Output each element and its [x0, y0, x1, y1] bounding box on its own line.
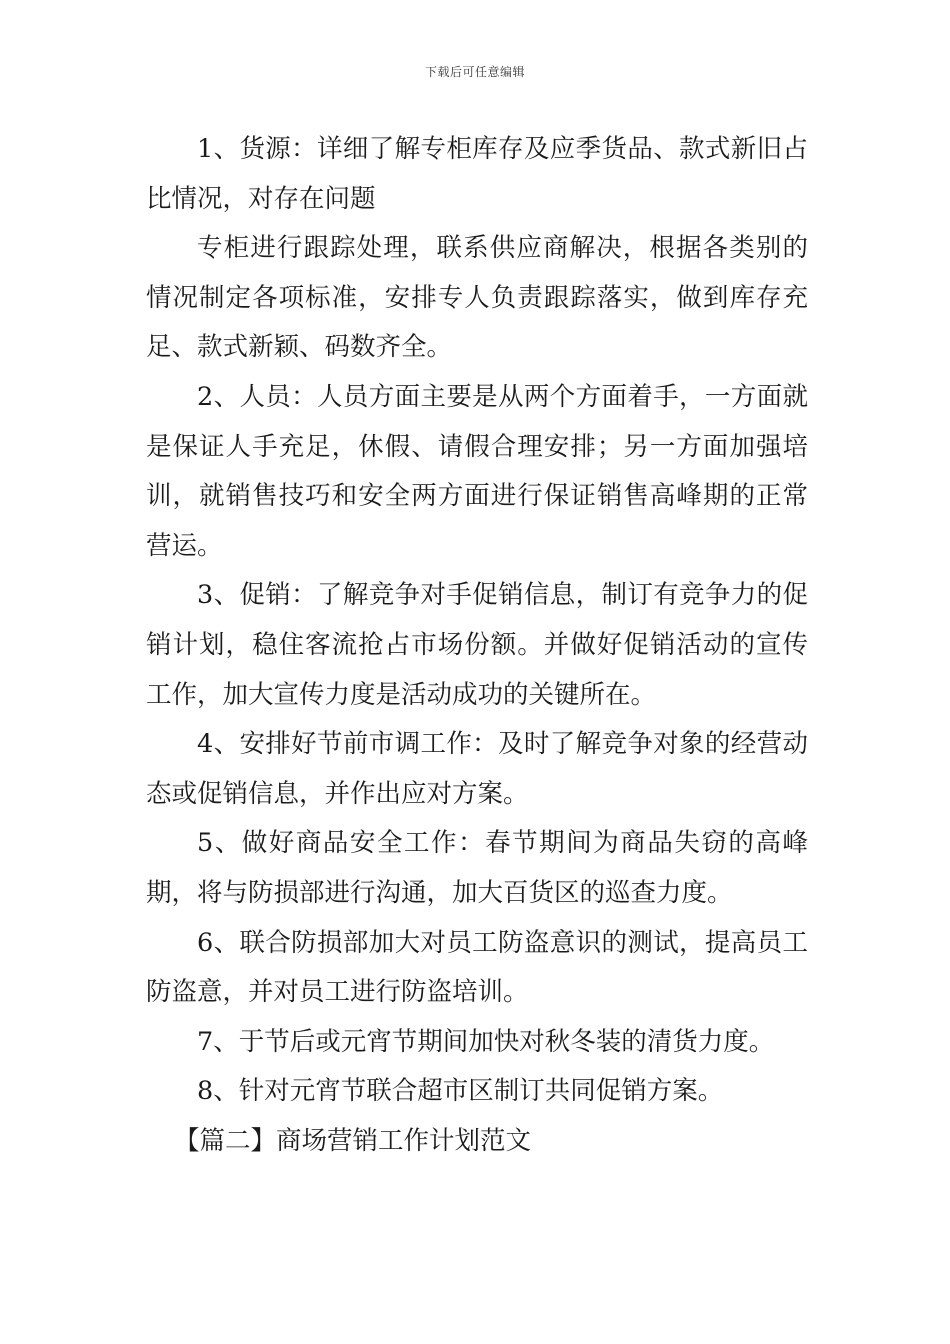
- section-title: 【篇二】商场营销工作计划范文: [174, 1125, 532, 1156]
- paragraph-merchandise-security: 5、做好商品安全工作：春节期间为商品失窃的高峰期，将与防损部进行沟通，加大百货区的巡查力度。: [146, 828, 808, 908]
- paragraph-market-survey: 4、安排好节前市调工作：及时了解竞争对象的经营动态或促销信息，并作出应对方案。: [146, 729, 808, 809]
- paragraph-joint-promotion: 8、针对元宵节联合超市区制订共同促销方案。: [197, 1076, 724, 1107]
- paragraph-supply-continued: 专柜进行跟踪处理，联系供应商解决，根据各类别的情况制定各项标准，安排专人负责跟踪落实，做到库存充足、款式新颖、码数齐全。: [146, 233, 808, 363]
- paragraph-promotion: 3、促销：了解竞争对手促销信息，制订有竞争力的促销计划，稳住客流抢占市场份额。并做好促销活动的宣传工作，加大宣传力度是活动成功的关键所在。: [146, 580, 808, 710]
- paragraph-staff: 2、人员：人员方面主要是从两个方面着手，一方面就是保证人手充足，休假、请假合理安排；另一方面加强培训，就销售技巧和安全两方面进行保证销售高峰期的正常营运。: [146, 381, 808, 561]
- paragraph-clearance: 7、于节后或元宵节期间加快对秋冬装的清货力度。: [197, 1026, 775, 1057]
- paragraph-supply: 1、货源：详细了解专柜库存及应季货品、款式新旧占比情况，对存在问题: [146, 134, 808, 214]
- document-body: [146, 125, 808, 1166]
- paragraph-loss-prevention: 6、联合防损部加大对员工防盗意识的测试，提高员工防盗意，并对员工进行防盗培训。: [146, 927, 808, 1008]
- page-header: 下载后可任意编辑: [424, 65, 525, 79]
